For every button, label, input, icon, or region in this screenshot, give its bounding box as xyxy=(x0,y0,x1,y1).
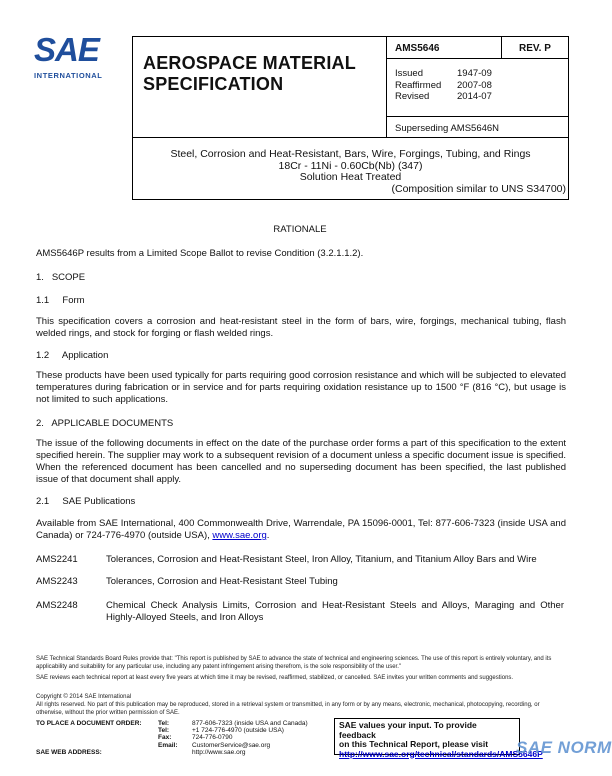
sae-logo-sub: INTERNATIONAL xyxy=(34,71,103,80)
sae-website-link[interactable]: www.sae.org xyxy=(212,530,267,541)
contact-email[interactable]: CustomerService@sae.org xyxy=(192,741,271,749)
superseding-note: Superseding AMS5646N xyxy=(395,123,500,134)
revision: REV. P xyxy=(519,43,551,54)
reference-item xyxy=(36,554,566,566)
reference-desc: Tolerances, Corrosion and Heat-Resistant Steel, Iron Alloy, Titanium, and Titanium Alloy Bars and Wire xyxy=(106,554,537,565)
date-row-issued: Issued 1947-09 xyxy=(395,68,492,79)
sae-logo-text: SAE xyxy=(34,31,99,68)
section-application: 1.2 Application xyxy=(36,350,109,361)
order-label: TO PLACE A DOCUMENT ORDER: xyxy=(36,720,142,727)
sae-publications-text: Available from SAE International, 400 Commonwealth Drive, Warrendale, PA 15096-0001, Tel: 877-606-7323 (inside USA and Canada) or 724-776-4970 (outside USA), www.sae.org. xyxy=(36,518,566,541)
reference-code: AMS2243 xyxy=(36,576,78,587)
sae-logo xyxy=(34,33,126,83)
rationale-heading: RATIONALE xyxy=(273,224,327,235)
sae-logo-mark xyxy=(34,31,126,68)
web-label: SAE WEB ADDRESS: xyxy=(36,748,102,756)
footer-rules: SAE Technical Standards Board Rules provide that: "This report is published by SAE to advance the state of technical and engineering sciences. The use of this report is entirely voluntary, and its applicability and suitability for any particular use, including any patent infringement arising therefrom, is the sole responsibility of the user." xyxy=(36,656,552,670)
header-box xyxy=(132,36,569,200)
date-row-reaffirmed: Reaffirmed 2007-08 xyxy=(395,79,492,91)
application-text: These products have been used typically for parts requiring good corrosion resistance and which will be subjected to elevated temperatures during fabrication or in service and for parts requiring oxidation resistance up to 1500 °F (816 °C), but usage is not limited to such applications. xyxy=(36,370,566,405)
footer-copyright: Copyright © 2014 SAE International xyxy=(36,694,132,700)
document-title: Steel, Corrosion and Heat-Resistant, Bars, Wire, Forgings, Tubing, and Rings 18Cr - 11Ni - 0.60Cb(Nb) (347) Solution Heat Treated (Composition similar to UNS S34700) xyxy=(170,148,566,195)
order-contacts: TO PLACE A DOCUMENT ORDER: Tel: 877-606-7323 (inside USA and Canada) Tel: +1 724-776-4970 (outside USA) Fax: 724-776-0790 Email: CustomerService@sae.org SAE WEB ADDRESS: http://www.sae.org xyxy=(36,720,308,756)
web-address[interactable]: http://www.sae.org xyxy=(192,748,246,756)
section-applicable-documents: 2. APPLICABLE DOCUMENTS xyxy=(36,418,174,429)
doc-number: AMS5646 xyxy=(395,43,440,54)
feedback-box: SAE values your input. To provide feedback on this Technical Report, please visit http://www.sae.org/technical/standards/AMS5646P xyxy=(334,718,520,755)
reference-desc: Chemical Check Analysis Limits, Corrosion and Heat-Resistant Steels and Alloys, Maraging and Other Highly-Alloyed Steels, and Iron Alloys xyxy=(106,600,564,623)
footer-review: SAE reviews each technical report at least every five years at which time it may be revised, reaffirmed, stabilized, or cancelled. SAE invites your written comments and suggestions. xyxy=(36,675,514,681)
date-row-revised: Revised 2014-07 xyxy=(395,91,492,102)
section-scope: 1. SCOPE xyxy=(36,272,86,283)
footer-rights: All rights reserved. No part of this publication may be reproduced, stored in a retrieval system or transmitted, in any form or by any means, electronic, mechanical, photocopying, recording, or otherwise, without the prior written permission of SAE. xyxy=(36,702,540,716)
applicable-documents-text: The issue of the following documents in effect on the date of the purchase order forms a part of this specification to the extent specified herein. The supplier may work to a subsequent revision of a document unless a specific document issue is specified. When the referenced document has been cancelled and no superseding document has been specified, the last published issue of that document shall apply. xyxy=(36,438,566,485)
reference-code: AMS2241 xyxy=(36,554,78,565)
section-sae-publications: 2.1 SAE Publications xyxy=(36,496,136,507)
feedback-link[interactable]: http://www.sae.org/technical/standards/AMS5646P xyxy=(339,748,543,759)
date-list xyxy=(395,68,492,103)
reference-item xyxy=(36,600,566,626)
spec-title: AEROSPACE MATERIAL SPECIFICATION xyxy=(143,53,356,94)
reference-desc: Tolerances, Corrosion and Heat-Resistant Steel Tubing xyxy=(106,576,338,587)
form-text: This specification covers a corrosion and heat-resistant steel in the form of bars, wire, forgings, mechanical tubing, flash welded rings, and stock for forging or flash welded rings. xyxy=(36,316,566,339)
rationale-text: AMS5646P results from a Limited Scope Ballot to revise Condition (3.2.1.1.2). xyxy=(36,248,364,259)
section-form: 1.1 Form xyxy=(36,295,85,306)
reference-item xyxy=(36,576,566,588)
reference-code: AMS2248 xyxy=(36,600,78,611)
watermark-sae-norm: SAE NORM xyxy=(516,738,612,757)
